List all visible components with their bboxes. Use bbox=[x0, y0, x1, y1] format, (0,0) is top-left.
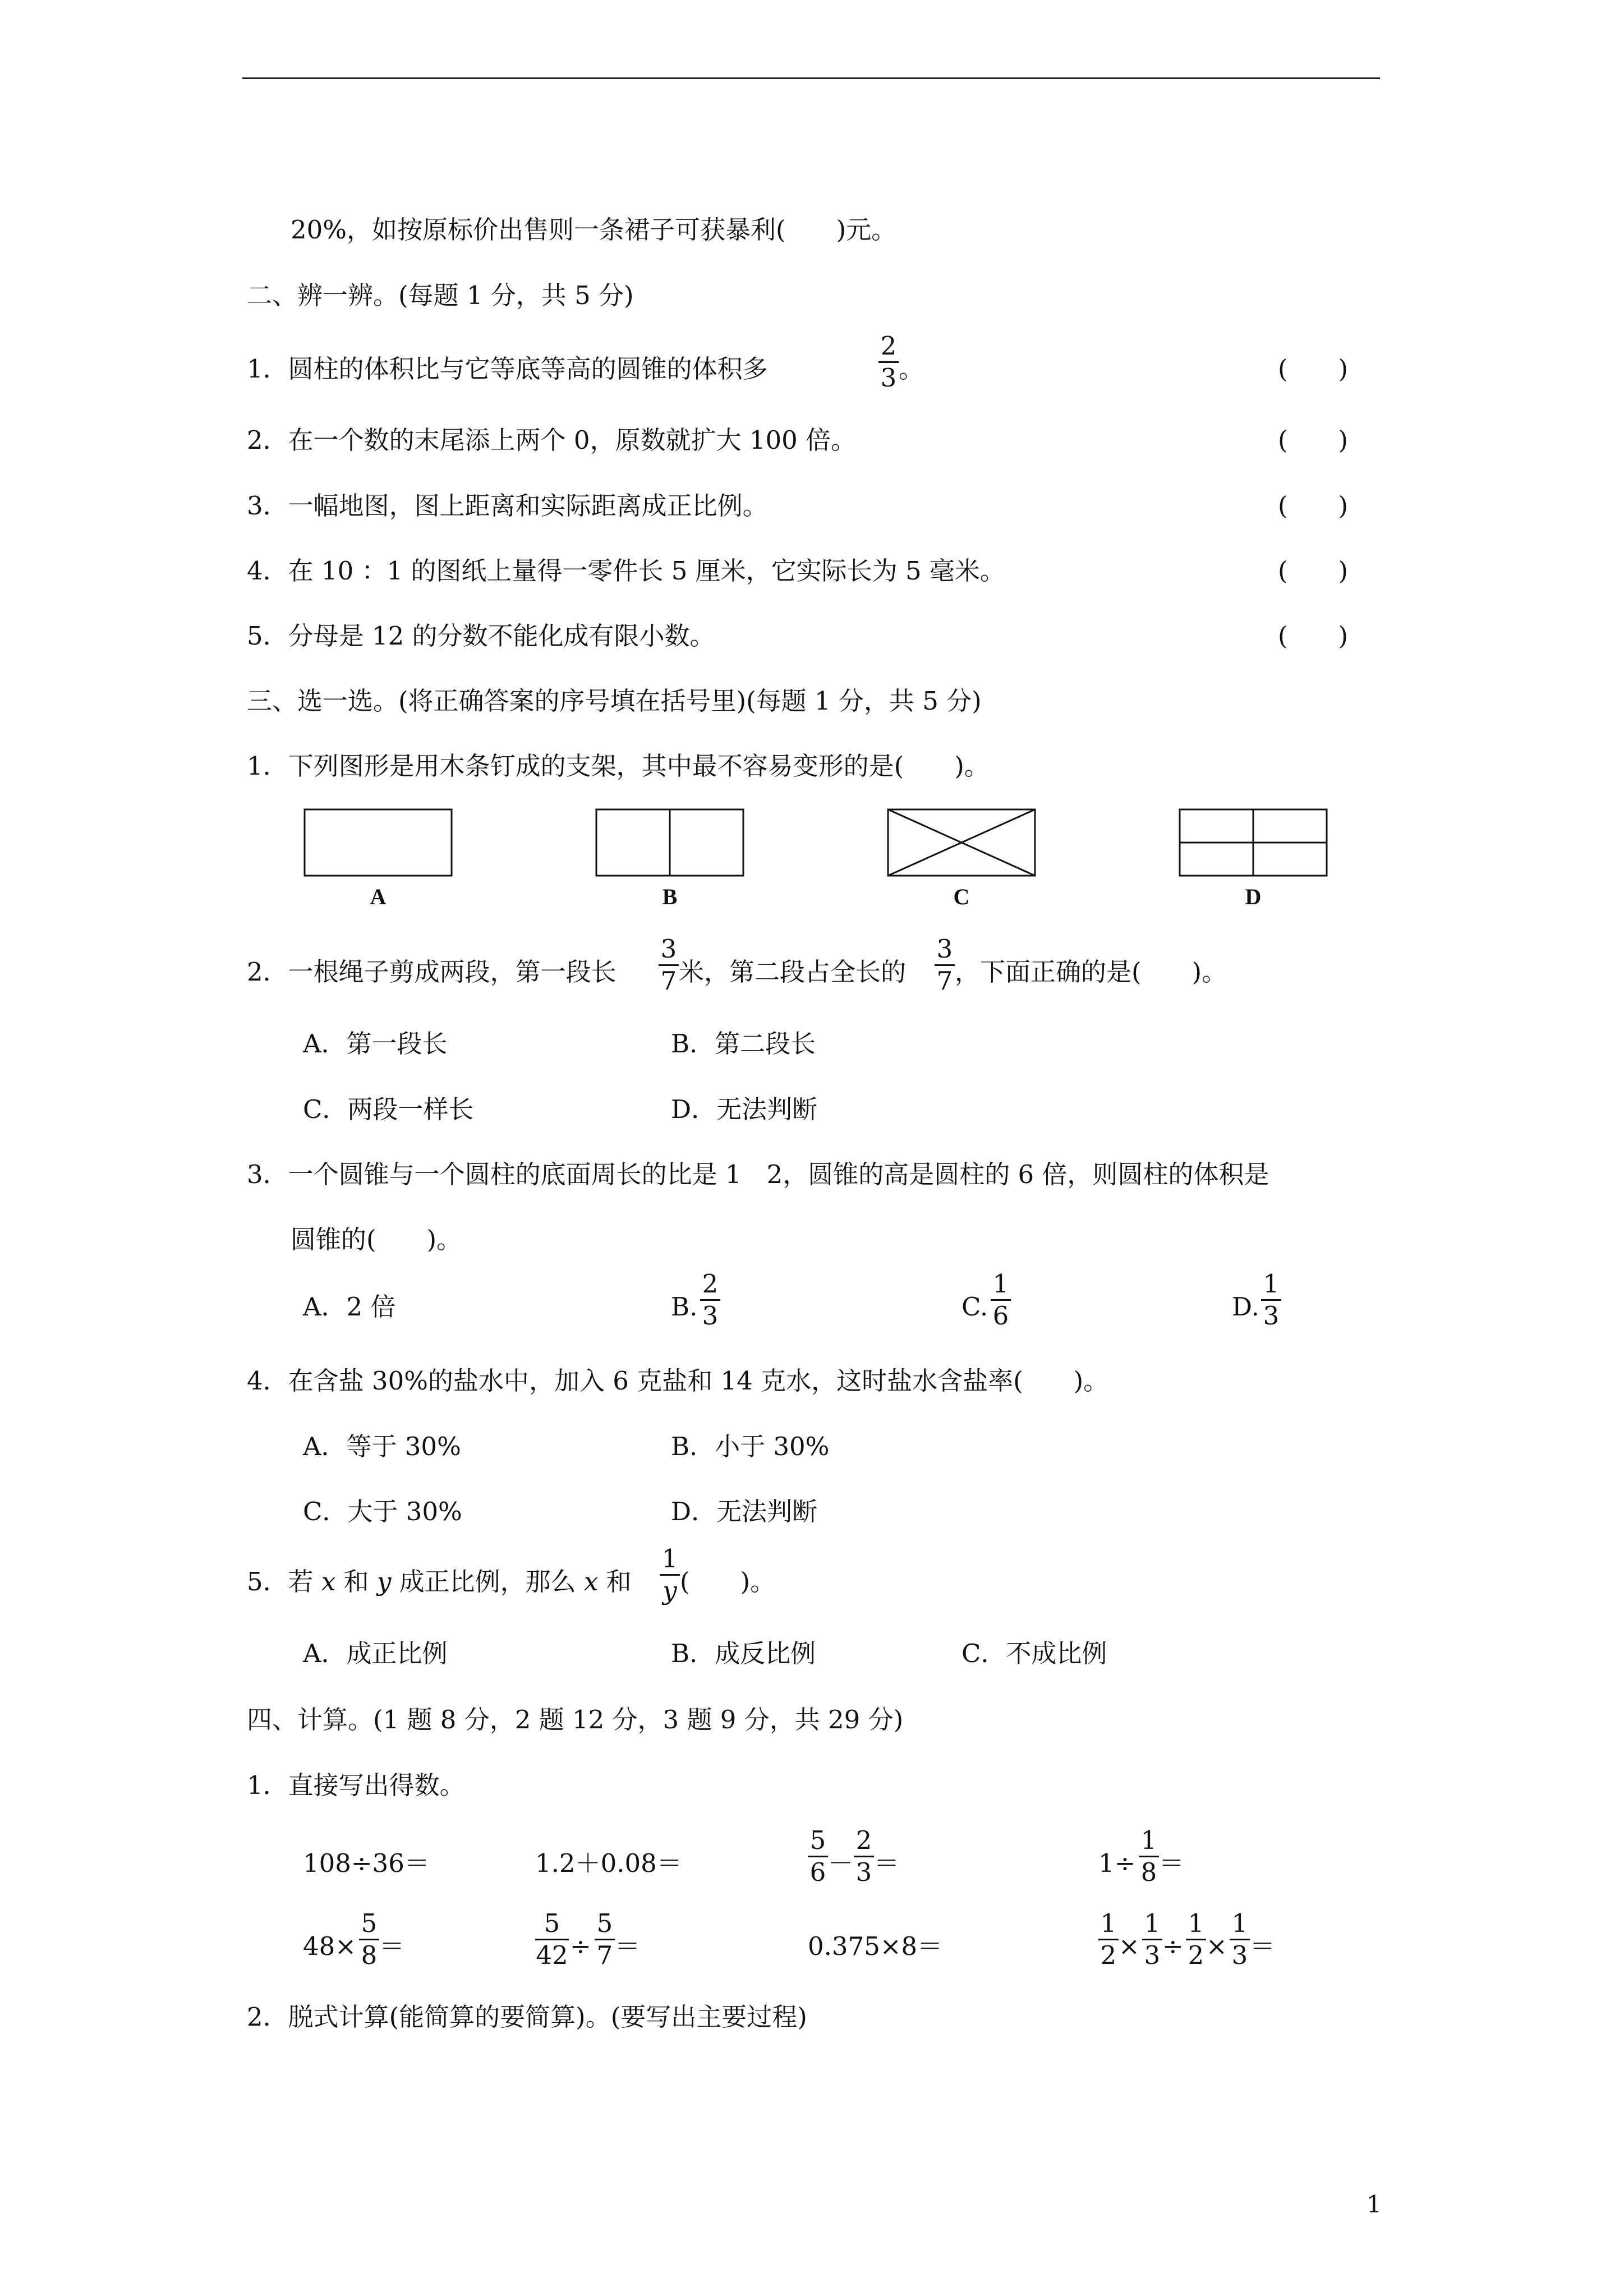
choice-q4-option-d[interactable]: D．无法判断 bbox=[671, 1497, 818, 1526]
judge-item-5: 5．分母是 12 的分数不能化成有限小数。 bbox=[247, 621, 715, 651]
calc-r2-d-frac-4: 1 3 bbox=[1230, 1910, 1250, 1970]
answer-blank-4[interactable]: ( ) bbox=[1278, 556, 1349, 586]
choice-q3-option-c-fraction: 1 6 bbox=[991, 1270, 1011, 1330]
choice-q4: 4．在含盐 30%的盐水中，加入 6 克盐和 14 克水，这时盐水含盐率( )。 bbox=[247, 1366, 1109, 1396]
choice-q3-option-c[interactable]: C. bbox=[961, 1292, 988, 1322]
calc-r1-c-frac-2: 2 3 bbox=[854, 1826, 874, 1887]
section-4-title: 四、计算。(1 题 8 分，2 题 12 分，3 题 9 分，共 29 分) bbox=[247, 1705, 904, 1734]
choice-q5-fraction: 1 y bbox=[660, 1545, 680, 1605]
judge-item-3: 3．一幅地图，图上距离和实际距离成正比例。 bbox=[247, 491, 768, 521]
calc-r2-a-eq: ＝ bbox=[379, 1931, 405, 1961]
choice-q3-option-d[interactable]: D. bbox=[1232, 1292, 1259, 1322]
calc-r2-a-frac: 5 8 bbox=[359, 1910, 379, 1970]
page-number: 1 bbox=[1367, 2191, 1382, 2218]
calc-r1-c-frac-1: 5 6 bbox=[808, 1826, 828, 1887]
choice-q2-part2: 米，第二段占全长的 bbox=[679, 957, 907, 987]
answer-blank-3[interactable]: ( ) bbox=[1278, 491, 1349, 521]
figure-label-a: A bbox=[370, 884, 387, 909]
choice-q2-option-a[interactable]: A．第一段长 bbox=[303, 1029, 448, 1059]
calc-r2-b-eq: ＝ bbox=[615, 1931, 641, 1961]
choice-q2-fraction-1: 3 7 bbox=[659, 935, 679, 995]
calc-r2-d-op-2: ÷ bbox=[1162, 1931, 1184, 1961]
judge-item-1: 1．圆柱的体积比与它等底等高的圆锥的体积多 bbox=[247, 354, 768, 384]
choice-q2-fraction-2: 3 7 bbox=[935, 935, 955, 995]
figure-label-c: C bbox=[953, 884, 970, 909]
frame-figures bbox=[0, 0, 1624, 926]
calc-r1-c-op: － bbox=[828, 1848, 854, 1878]
choice-q2-option-c[interactable]: C．两段一样长 bbox=[303, 1094, 474, 1124]
answer-blank-2[interactable]: ( ) bbox=[1278, 425, 1349, 455]
calc-r2-d-eq: ＝ bbox=[1250, 1931, 1276, 1961]
calc-r2-b-frac-2: 5 7 bbox=[595, 1910, 615, 1970]
calc-r2-d-frac-3: 1 2 bbox=[1186, 1910, 1206, 1970]
judge-item-1-fraction: 2 3 bbox=[878, 332, 899, 392]
choice-q5-option-c[interactable]: C．不成比例 bbox=[961, 1639, 1107, 1668]
answer-blank-1[interactable]: ( ) bbox=[1278, 354, 1349, 384]
choice-q2-part1: 2．一根绳子剪成两段，第一段长 bbox=[247, 957, 617, 987]
choice-q3-option-d-fraction: 1 3 bbox=[1261, 1270, 1281, 1330]
choice-q4-option-c[interactable]: C．大于 30% bbox=[303, 1497, 462, 1526]
calc-r1-d-frac: 1 8 bbox=[1139, 1826, 1159, 1887]
calc-r1-a: 108÷36＝ bbox=[303, 1848, 430, 1878]
calc-r2-a-pre: 48× bbox=[303, 1931, 356, 1961]
choice-q2-option-d[interactable]: D．无法判断 bbox=[671, 1094, 818, 1124]
prev-question-tail: 20%，如按原标价出售则一条裙子可获暴利( )元。 bbox=[291, 215, 897, 245]
calc-r1-d-eq: ＝ bbox=[1159, 1848, 1185, 1878]
choice-q5-tail: ( )。 bbox=[680, 1567, 776, 1596]
choice-q2-option-b[interactable]: B．第二段长 bbox=[671, 1029, 816, 1059]
judge-item-4: 4．在 10 ：1 的图纸上量得一零件长 5 厘米，它实际长为 5 毫米。 bbox=[247, 556, 1005, 586]
choice-q5-option-a[interactable]: A．成正比例 bbox=[303, 1639, 448, 1668]
calc-r2-d-frac-1: 1 2 bbox=[1098, 1910, 1119, 1970]
calc-r2-b-frac-1: 5 42 bbox=[536, 1908, 568, 1970]
choice-q5: 5．若 x 和 y 成正比例，那么 x 和 bbox=[247, 1567, 632, 1596]
choice-q3-line2: 圆锥的( )。 bbox=[291, 1225, 462, 1254]
figure-a-rect bbox=[305, 809, 452, 876]
choice-q4-option-a[interactable]: A．等于 30% bbox=[303, 1432, 461, 1461]
choice-q1: 1．下列图形是用木条钉成的支架，其中最不容易变形的是( )。 bbox=[247, 751, 990, 781]
figure-label-b: B bbox=[662, 884, 678, 909]
judge-item-1-tail: 。 bbox=[899, 354, 924, 384]
figure-label-d: D bbox=[1245, 884, 1262, 909]
calc-r2-b-op: ÷ bbox=[570, 1931, 591, 1961]
choice-q3-option-b[interactable]: B. bbox=[671, 1292, 698, 1322]
section-3-title: 三、选一选。(将正确答案的序号填在括号里)(每题 1 分，共 5 分) bbox=[247, 686, 982, 716]
calc-r1-d-pre: 1÷ bbox=[1098, 1848, 1136, 1878]
calc-r1-c-eq: ＝ bbox=[874, 1848, 900, 1878]
calc-r2-d-op-1: × bbox=[1119, 1931, 1140, 1961]
calc-r2-d-frac-2: 1 3 bbox=[1142, 1910, 1162, 1970]
choice-q3-option-a[interactable]: A．2 倍 bbox=[303, 1292, 396, 1322]
calc-q2: 2．脱式计算(能简算的要简算)。(要写出主要过程) bbox=[247, 2002, 807, 2032]
calc-r2-c: 0.375×8＝ bbox=[808, 1931, 943, 1961]
judge-item-2: 2．在一个数的末尾添上两个 0，原数就扩大 100 倍。 bbox=[247, 425, 857, 455]
answer-blank-5[interactable]: ( ) bbox=[1278, 621, 1349, 651]
choice-q4-option-b[interactable]: B．小于 30% bbox=[671, 1432, 830, 1461]
choice-q3-option-b-fraction: 2 3 bbox=[700, 1270, 720, 1330]
choice-q3-line1: 3．一个圆锥与一个圆柱的底面周长的比是 1 2，圆锥的高是圆柱的 6 倍，则圆柱的体积是 bbox=[247, 1159, 1269, 1189]
choice-q2-part3: ，下面正确的是( )。 bbox=[955, 957, 1227, 987]
calc-q1: 1．直接写出得数。 bbox=[247, 1770, 465, 1800]
section-2-title: 二、辨一辨。(每题 1 分，共 5 分) bbox=[247, 280, 634, 310]
choice-q5-option-b[interactable]: B．成反比例 bbox=[671, 1639, 816, 1668]
calc-r2-d-op-3: × bbox=[1206, 1931, 1227, 1961]
calc-r1-b: 1.2＋0.08＝ bbox=[535, 1848, 682, 1878]
